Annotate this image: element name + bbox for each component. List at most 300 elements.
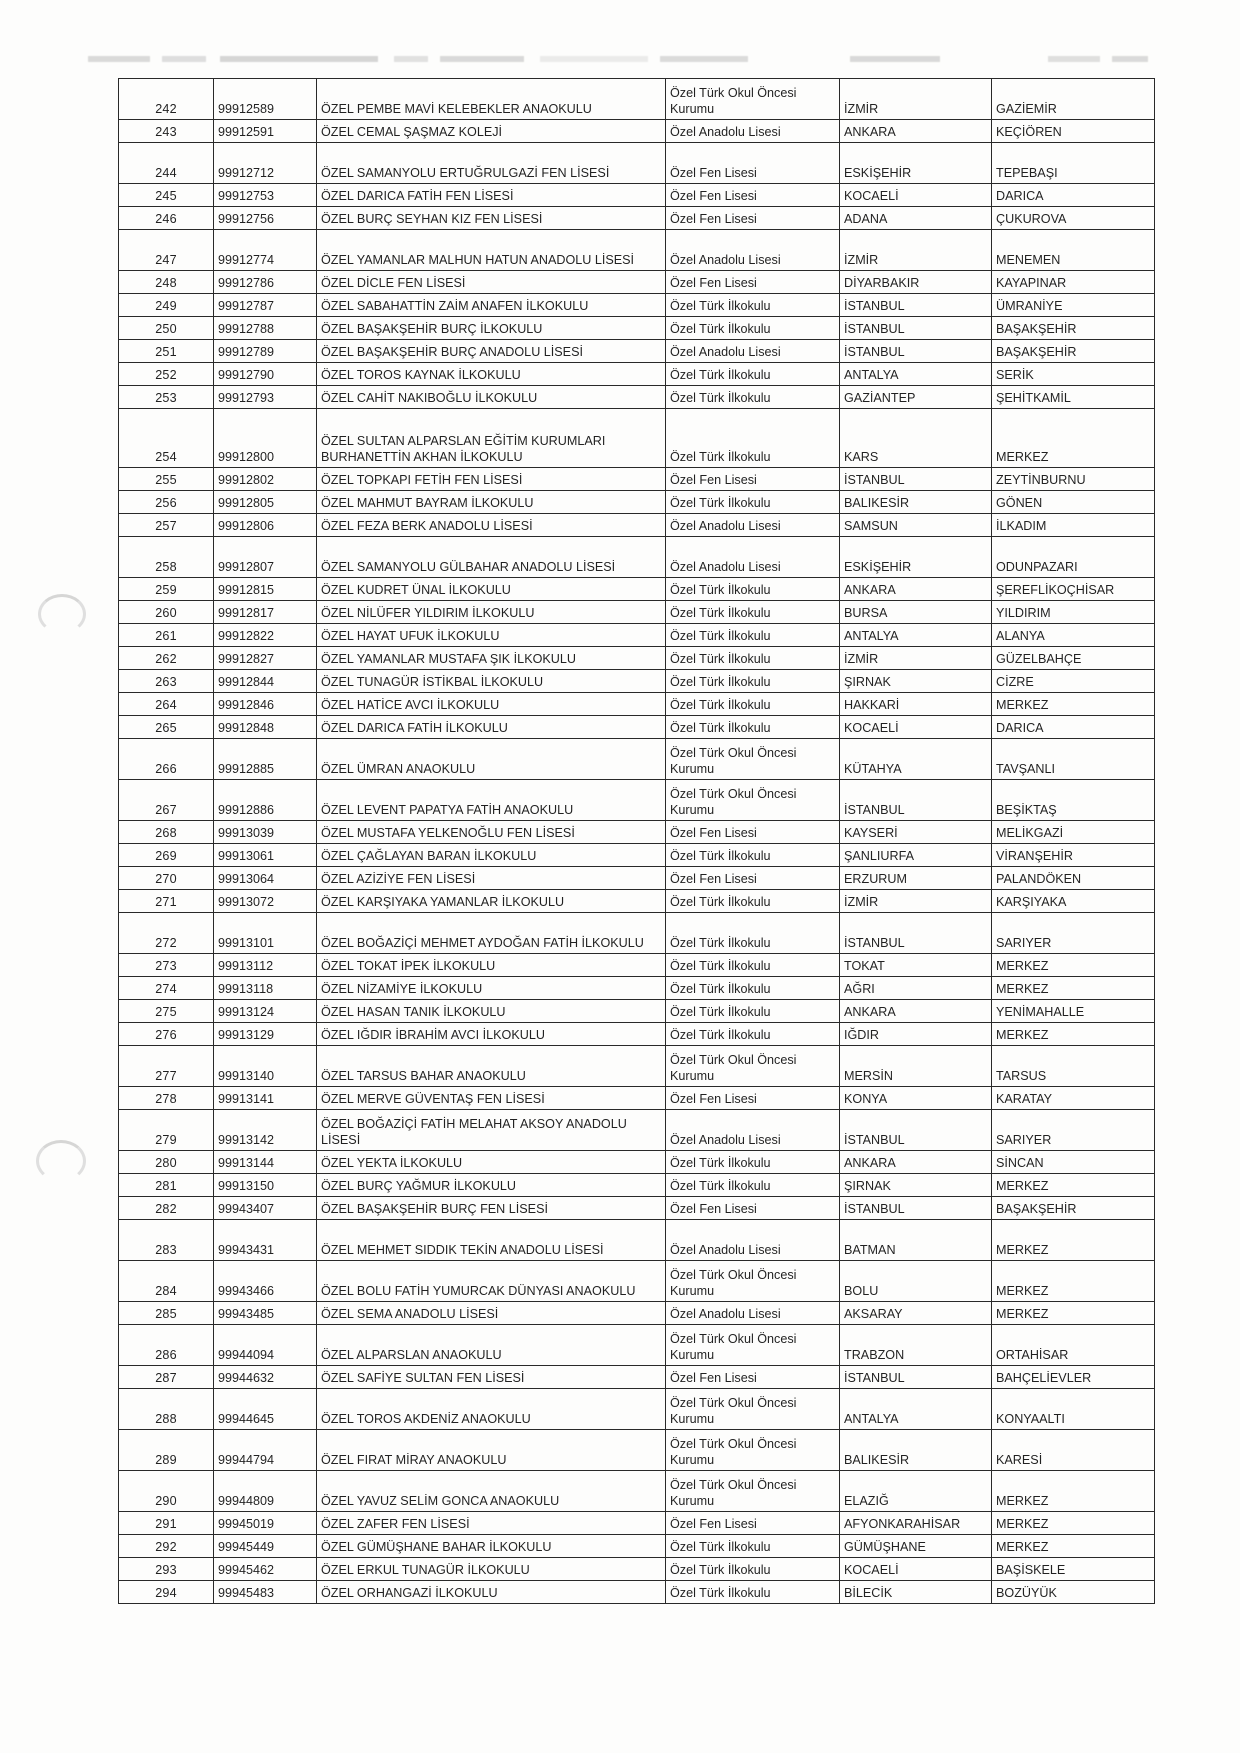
cell-kurum-adi: ÖZEL KUDRET ÜNAL İLKOKULU: [317, 578, 666, 601]
cell-sira-no: 248: [119, 271, 214, 294]
cell-sira-no: 267: [119, 780, 214, 821]
cell-kurum-kodu: 99912786: [214, 271, 317, 294]
cell-ilce: ŞEREFLİKOÇHİSAR: [992, 578, 1155, 601]
cell-il: DİYARBAKIR: [840, 271, 992, 294]
cell-ilce: SERİK: [992, 363, 1155, 386]
cell-ilce: ALANYA: [992, 624, 1155, 647]
cell-kurum-kodu: 99913141: [214, 1087, 317, 1110]
cell-ilce: BAHÇELİEVLER: [992, 1366, 1155, 1389]
cell-kurum-adi: ÖZEL TOKAT İPEK İLKOKULU: [317, 954, 666, 977]
cell-kurum-turu: Özel Türk İlkokulu: [666, 409, 840, 468]
cell-kurum-kodu: 99912712: [214, 143, 317, 184]
table-row: [119, 537, 1155, 578]
cell-kurum-kodu: 99913140: [214, 1046, 317, 1087]
cell-kurum-turu: Özel Türk Okul Öncesi Kurumu: [666, 1430, 840, 1471]
cell-ilce: MERKEZ: [992, 1302, 1155, 1325]
cell-sira-no: 258: [119, 537, 214, 578]
cell-kurum-kodu: 99944632: [214, 1366, 317, 1389]
table-row: [119, 1174, 1155, 1197]
cell-kurum-kodu: 99912885: [214, 739, 317, 780]
cell-sira-no: 289: [119, 1430, 214, 1471]
cell-kurum-kodu: 99913144: [214, 1151, 317, 1174]
cell-ilce: YENİMAHALLE: [992, 1000, 1155, 1023]
table-row: [119, 890, 1155, 913]
cell-kurum-kodu: 99943466: [214, 1261, 317, 1302]
cell-il: İSTANBUL: [840, 340, 992, 363]
cell-kurum-turu: Özel Türk İlkokulu: [666, 1174, 840, 1197]
cell-kurum-adi: ÖZEL ORHANGAZİ İLKOKULU: [317, 1581, 666, 1604]
cell-il: ANKARA: [840, 1000, 992, 1023]
table-row: [119, 340, 1155, 363]
cell-kurum-turu: Özel Fen Lisesi: [666, 1087, 840, 1110]
cell-kurum-turu: Özel Fen Lisesi: [666, 143, 840, 184]
cell-sira-no: 285: [119, 1302, 214, 1325]
cell-sira-no: 288: [119, 1389, 214, 1430]
cell-sira-no: 256: [119, 491, 214, 514]
cell-il: KÜTAHYA: [840, 739, 992, 780]
cell-kurum-adi: ÖZEL YAMANLAR MALHUN HATUN ANADOLU LİSESİ: [317, 230, 666, 271]
cell-il: BURSA: [840, 601, 992, 624]
cell-kurum-adi: ÖZEL TOROS AKDENİZ ANAOKULU: [317, 1389, 666, 1430]
cell-il: İSTANBUL: [840, 913, 992, 954]
cell-kurum-adi: ÖZEL BOĞAZİÇİ FATİH MELAHAT AKSOY ANADOLU LİSESİ: [317, 1110, 666, 1151]
cell-il: ELAZIĞ: [840, 1471, 992, 1512]
cell-sira-no: 276: [119, 1023, 214, 1046]
table-row: [119, 1325, 1155, 1366]
cell-sira-no: 252: [119, 363, 214, 386]
cell-kurum-turu: Özel Türk İlkokulu: [666, 670, 840, 693]
cell-ilce: TARSUS: [992, 1046, 1155, 1087]
cell-kurum-turu: Özel Fen Lisesi: [666, 1366, 840, 1389]
cell-ilce: KAYAPINAR: [992, 271, 1155, 294]
table-row: [119, 184, 1155, 207]
cell-kurum-adi: ÖZEL ÜMRAN ANAOKULU: [317, 739, 666, 780]
table-row: [119, 207, 1155, 230]
cell-il: SAMSUN: [840, 514, 992, 537]
cell-sira-no: 253: [119, 386, 214, 409]
cell-sira-no: 272: [119, 913, 214, 954]
cell-il: AĞRI: [840, 977, 992, 1000]
cell-kurum-turu: Özel Türk İlkokulu: [666, 716, 840, 739]
cell-il: AKSARAY: [840, 1302, 992, 1325]
cell-kurum-turu: Özel Anadolu Lisesi: [666, 120, 840, 143]
table-row: [119, 1512, 1155, 1535]
cell-il: HAKKARİ: [840, 693, 992, 716]
cell-kurum-adi: ÖZEL BAŞAKŞEHİR BURÇ ANADOLU LİSESİ: [317, 340, 666, 363]
cell-kurum-turu: Özel Fen Lisesi: [666, 867, 840, 890]
cell-kurum-kodu: 99945449: [214, 1535, 317, 1558]
table-row: [119, 514, 1155, 537]
cell-sira-no: 266: [119, 739, 214, 780]
cell-ilce: DARICA: [992, 716, 1155, 739]
cell-kurum-adi: ÖZEL CAHİT NAKIBOĞLU İLKOKULU: [317, 386, 666, 409]
cell-sira-no: 243: [119, 120, 214, 143]
cell-kurum-adi: ÖZEL MAHMUT BAYRAM İLKOKULU: [317, 491, 666, 514]
cell-kurum-kodu: 99944645: [214, 1389, 317, 1430]
cell-kurum-turu: Özel Türk İlkokulu: [666, 317, 840, 340]
cell-ilce: BAŞİSKELE: [992, 1558, 1155, 1581]
cell-il: KARS: [840, 409, 992, 468]
cell-kurum-kodu: 99912844: [214, 670, 317, 693]
cell-kurum-kodu: 99912822: [214, 624, 317, 647]
cell-il: ANTALYA: [840, 624, 992, 647]
cell-kurum-adi: ÖZEL YAMANLAR MUSTAFA ŞIK İLKOKULU: [317, 647, 666, 670]
cell-kurum-turu: Özel Türk İlkokulu: [666, 1581, 840, 1604]
table-row: [119, 693, 1155, 716]
cell-kurum-adi: ÖZEL SEMA ANADOLU LİSESİ: [317, 1302, 666, 1325]
cell-kurum-turu: Özel Türk İlkokulu: [666, 624, 840, 647]
cell-il: KOCAELİ: [840, 184, 992, 207]
cell-il: KAYSERİ: [840, 821, 992, 844]
cell-ilce: MERKEZ: [992, 1174, 1155, 1197]
cell-ilce: YILDIRIM: [992, 601, 1155, 624]
table-row: [119, 1366, 1155, 1389]
cell-kurum-kodu: 99913142: [214, 1110, 317, 1151]
cell-kurum-turu: Özel Türk İlkokulu: [666, 647, 840, 670]
cell-kurum-kodu: 99912846: [214, 693, 317, 716]
cell-kurum-kodu: 99912589: [214, 79, 317, 120]
cell-ilce: KARESİ: [992, 1430, 1155, 1471]
cell-kurum-turu: Özel Türk İlkokulu: [666, 977, 840, 1000]
cell-sira-no: 242: [119, 79, 214, 120]
table-row: [119, 120, 1155, 143]
cell-sira-no: 244: [119, 143, 214, 184]
cell-kurum-turu: Özel Anadolu Lisesi: [666, 340, 840, 363]
cell-ilce: MENEMEN: [992, 230, 1155, 271]
cell-kurum-turu: Özel Türk Okul Öncesi Kurumu: [666, 780, 840, 821]
cell-ilce: MERKEZ: [992, 1535, 1155, 1558]
cell-kurum-turu: Özel Türk İlkokulu: [666, 601, 840, 624]
table-row: [119, 1581, 1155, 1604]
cell-il: BOLU: [840, 1261, 992, 1302]
cell-kurum-kodu: 99913150: [214, 1174, 317, 1197]
cell-kurum-adi: ÖZEL IĞDIR İBRAHİM AVCI İLKOKULU: [317, 1023, 666, 1046]
cell-il: ŞIRNAK: [840, 670, 992, 693]
cell-kurum-adi: ÖZEL BAŞAKŞEHİR BURÇ İLKOKULU: [317, 317, 666, 340]
cell-ilce: MERKEZ: [992, 409, 1155, 468]
cell-il: ŞIRNAK: [840, 1174, 992, 1197]
cell-kurum-adi: ÖZEL ERKUL TUNAGÜR İLKOKULU: [317, 1558, 666, 1581]
cell-kurum-turu: Özel Türk Okul Öncesi Kurumu: [666, 739, 840, 780]
cell-kurum-kodu: 99912806: [214, 514, 317, 537]
table-row: [119, 1110, 1155, 1151]
cell-sira-no: 251: [119, 340, 214, 363]
cell-ilce: BOZÜYÜK: [992, 1581, 1155, 1604]
table-row: [119, 1558, 1155, 1581]
cell-kurum-adi: ÖZEL TOROS KAYNAK İLKOKULU: [317, 363, 666, 386]
cell-kurum-adi: ÖZEL PEMBE MAVİ KELEBEKLER ANAOKULU: [317, 79, 666, 120]
cell-il: ESKİŞEHİR: [840, 143, 992, 184]
cell-kurum-turu: Özel Anadolu Lisesi: [666, 1220, 840, 1261]
cell-kurum-kodu: 99912753: [214, 184, 317, 207]
cell-sira-no: 247: [119, 230, 214, 271]
cell-il: İSTANBUL: [840, 1110, 992, 1151]
cell-sira-no: 262: [119, 647, 214, 670]
cell-kurum-turu: Özel Türk İlkokulu: [666, 491, 840, 514]
table-row: [119, 79, 1155, 120]
table-row: [119, 491, 1155, 514]
cell-kurum-turu: Özel Türk İlkokulu: [666, 363, 840, 386]
cell-kurum-kodu: 99912827: [214, 647, 317, 670]
cell-il: BİLECİK: [840, 1581, 992, 1604]
cell-ilce: KEÇİÖREN: [992, 120, 1155, 143]
table-row: [119, 1430, 1155, 1471]
cell-kurum-kodu: 99912802: [214, 468, 317, 491]
cell-ilce: MERKEZ: [992, 977, 1155, 1000]
cell-il: GAZİANTEP: [840, 386, 992, 409]
cell-il: ŞANLIURFA: [840, 844, 992, 867]
scan-artifact-top-strip: [88, 56, 1148, 62]
cell-sira-no: 269: [119, 844, 214, 867]
table-row: [119, 844, 1155, 867]
cell-ilce: SİNCAN: [992, 1151, 1155, 1174]
table-row: [119, 143, 1155, 184]
cell-kurum-kodu: 99912800: [214, 409, 317, 468]
table-row: [119, 1151, 1155, 1174]
cell-sira-no: 280: [119, 1151, 214, 1174]
cell-il: BALIKESİR: [840, 1430, 992, 1471]
cell-kurum-turu: Özel Türk Okul Öncesi Kurumu: [666, 1471, 840, 1512]
institution-registry-table: [118, 78, 1155, 1604]
table-row: [119, 1220, 1155, 1261]
cell-kurum-turu: Özel Fen Lisesi: [666, 184, 840, 207]
cell-kurum-kodu: 99913129: [214, 1023, 317, 1046]
cell-il: BATMAN: [840, 1220, 992, 1261]
table-row: [119, 977, 1155, 1000]
cell-ilce: MERKEZ: [992, 693, 1155, 716]
cell-ilce: ÜMRANİYE: [992, 294, 1155, 317]
table-row: [119, 1197, 1155, 1220]
table-row: [119, 363, 1155, 386]
cell-ilce: MELİKGAZİ: [992, 821, 1155, 844]
cell-sira-no: 282: [119, 1197, 214, 1220]
cell-kurum-adi: ÖZEL YAVUZ SELİM GONCA ANAOKULU: [317, 1471, 666, 1512]
cell-kurum-adi: ÖZEL SULTAN ALPARSLAN EĞİTİM KURUMLARI BURHANETTİN AKHAN İLKOKULU: [317, 409, 666, 468]
cell-kurum-kodu: 99912886: [214, 780, 317, 821]
cell-kurum-adi: ÖZEL FEZA BERK ANADOLU LİSESİ: [317, 514, 666, 537]
cell-ilce: GÜZELBAHÇE: [992, 647, 1155, 670]
cell-kurum-kodu: 99913061: [214, 844, 317, 867]
cell-sira-no: 274: [119, 977, 214, 1000]
table-row: [119, 294, 1155, 317]
cell-il: İZMİR: [840, 230, 992, 271]
cell-il: BALIKESİR: [840, 491, 992, 514]
cell-ilce: BAŞAKŞEHİR: [992, 1197, 1155, 1220]
cell-kurum-turu: Özel Türk İlkokulu: [666, 693, 840, 716]
cell-kurum-adi: ÖZEL BAŞAKŞEHİR BURÇ FEN LİSESİ: [317, 1197, 666, 1220]
table-row: [119, 1046, 1155, 1087]
cell-ilce: BEŞİKTAŞ: [992, 780, 1155, 821]
cell-kurum-turu: Özel Anadolu Lisesi: [666, 514, 840, 537]
cell-il: MERSİN: [840, 1046, 992, 1087]
cell-ilce: SARIYER: [992, 913, 1155, 954]
cell-kurum-adi: ÖZEL HATİCE AVCI İLKOKULU: [317, 693, 666, 716]
cell-kurum-turu: Özel Anadolu Lisesi: [666, 537, 840, 578]
cell-ilce: TEPEBAŞI: [992, 143, 1155, 184]
cell-ilce: MERKEZ: [992, 1261, 1155, 1302]
cell-kurum-kodu: 99945483: [214, 1581, 317, 1604]
cell-kurum-turu: Özel Türk İlkokulu: [666, 954, 840, 977]
cell-il: AFYONKARAHİSAR: [840, 1512, 992, 1535]
table-row: [119, 601, 1155, 624]
cell-sira-no: 264: [119, 693, 214, 716]
cell-ilce: ÇUKUROVA: [992, 207, 1155, 230]
cell-sira-no: 261: [119, 624, 214, 647]
cell-kurum-adi: ÖZEL HAYAT UFUK İLKOKULU: [317, 624, 666, 647]
cell-il: İSTANBUL: [840, 294, 992, 317]
cell-kurum-kodu: 99912787: [214, 294, 317, 317]
cell-sira-no: 292: [119, 1535, 214, 1558]
cell-kurum-kodu: 99912805: [214, 491, 317, 514]
cell-sira-no: 277: [119, 1046, 214, 1087]
cell-kurum-adi: ÖZEL NİZAMİYE İLKOKULU: [317, 977, 666, 1000]
table-row: [119, 954, 1155, 977]
institution-registry-table-wrapper: [118, 78, 1115, 1604]
cell-kurum-adi: ÖZEL AZİZİYE FEN LİSESİ: [317, 867, 666, 890]
cell-il: ANKARA: [840, 1151, 992, 1174]
cell-sira-no: 259: [119, 578, 214, 601]
cell-kurum-adi: ÖZEL TOPKAPI FETİH FEN LİSESİ: [317, 468, 666, 491]
cell-il: İSTANBUL: [840, 1366, 992, 1389]
table-row: [119, 271, 1155, 294]
cell-kurum-adi: ÖZEL SABAHATTİN ZAİM ANAFEN İLKOKULU: [317, 294, 666, 317]
table-row: [119, 1023, 1155, 1046]
table-row: [119, 1535, 1155, 1558]
cell-sira-no: 294: [119, 1581, 214, 1604]
cell-kurum-turu: Özel Türk İlkokulu: [666, 913, 840, 954]
cell-ilce: KONYAALTI: [992, 1389, 1155, 1430]
cell-sira-no: 290: [119, 1471, 214, 1512]
cell-sira-no: 286: [119, 1325, 214, 1366]
cell-kurum-adi: ÖZEL YEKTA İLKOKULU: [317, 1151, 666, 1174]
cell-ilce: MERKEZ: [992, 954, 1155, 977]
cell-kurum-adi: ÖZEL BOĞAZİÇİ MEHMET AYDOĞAN FATİH İLKOKULU: [317, 913, 666, 954]
cell-kurum-turu: Özel Anadolu Lisesi: [666, 1110, 840, 1151]
cell-kurum-turu: Özel Türk İlkokulu: [666, 1151, 840, 1174]
cell-kurum-kodu: 99913064: [214, 867, 317, 890]
cell-ilce: BAŞAKŞEHİR: [992, 317, 1155, 340]
cell-kurum-adi: ÖZEL CEMAL ŞAŞMAZ KOLEJİ: [317, 120, 666, 143]
cell-il: ESKİŞEHİR: [840, 537, 992, 578]
cell-ilce: MERKEZ: [992, 1023, 1155, 1046]
cell-sira-no: 257: [119, 514, 214, 537]
table-row: [119, 1261, 1155, 1302]
cell-sira-no: 260: [119, 601, 214, 624]
cell-il: ANKARA: [840, 578, 992, 601]
cell-il: KOCAELİ: [840, 716, 992, 739]
cell-sira-no: 245: [119, 184, 214, 207]
cell-sira-no: 254: [119, 409, 214, 468]
cell-kurum-adi: ÖZEL HASAN TANIK İLKOKULU: [317, 1000, 666, 1023]
cell-kurum-turu: Özel Anadolu Lisesi: [666, 1302, 840, 1325]
cell-il: İSTANBUL: [840, 1197, 992, 1220]
cell-il: KONYA: [840, 1087, 992, 1110]
cell-il: İZMİR: [840, 647, 992, 670]
cell-il: IĞDIR: [840, 1023, 992, 1046]
cell-kurum-adi: ÖZEL DARICA FATİH İLKOKULU: [317, 716, 666, 739]
cell-ilce: ŞEHİTKAMİL: [992, 386, 1155, 409]
cell-kurum-adi: ÖZEL BOLU FATİH YUMURCAK DÜNYASI ANAOKULU: [317, 1261, 666, 1302]
table-row: [119, 1087, 1155, 1110]
cell-ilce: TAVŞANLI: [992, 739, 1155, 780]
cell-kurum-turu: Özel Türk Okul Öncesi Kurumu: [666, 1046, 840, 1087]
table-row: [119, 821, 1155, 844]
cell-kurum-turu: Özel Fen Lisesi: [666, 271, 840, 294]
cell-il: TRABZON: [840, 1325, 992, 1366]
cell-il: İSTANBUL: [840, 780, 992, 821]
cell-kurum-adi: ÖZEL DARICA FATİH FEN LİSESİ: [317, 184, 666, 207]
cell-sira-no: 250: [119, 317, 214, 340]
cell-il: İZMİR: [840, 890, 992, 913]
cell-kurum-adi: ÖZEL TUNAGÜR İSTİKBAL İLKOKULU: [317, 670, 666, 693]
cell-sira-no: 271: [119, 890, 214, 913]
cell-sira-no: 246: [119, 207, 214, 230]
cell-kurum-adi: ÖZEL SAMANYOLU GÜLBAHAR ANADOLU LİSESİ: [317, 537, 666, 578]
table-row: [119, 780, 1155, 821]
cell-kurum-turu: Özel Fen Lisesi: [666, 1512, 840, 1535]
cell-ilce: KARŞIYAKA: [992, 890, 1155, 913]
cell-kurum-turu: Özel Türk İlkokulu: [666, 890, 840, 913]
cell-ilce: ODUNPAZARI: [992, 537, 1155, 578]
cell-kurum-kodu: 99944809: [214, 1471, 317, 1512]
cell-kurum-adi: ÖZEL MERVE GÜVENTAŞ FEN LİSESİ: [317, 1087, 666, 1110]
cell-kurum-turu: Özel Türk Okul Öncesi Kurumu: [666, 1389, 840, 1430]
cell-kurum-adi: ÖZEL MUSTAFA YELKENOĞLU FEN LİSESİ: [317, 821, 666, 844]
cell-kurum-adi: ÖZEL BURÇ SEYHAN KIZ FEN LİSESİ: [317, 207, 666, 230]
cell-kurum-turu: Özel Türk İlkokulu: [666, 1535, 840, 1558]
cell-kurum-turu: Özel Fen Lisesi: [666, 821, 840, 844]
cell-sira-no: 287: [119, 1366, 214, 1389]
table-row: [119, 624, 1155, 647]
cell-il: KOCAELİ: [840, 1558, 992, 1581]
table-row: [119, 1471, 1155, 1512]
cell-kurum-kodu: 99912756: [214, 207, 317, 230]
cell-kurum-kodu: 99912788: [214, 317, 317, 340]
cell-sira-no: 291: [119, 1512, 214, 1535]
cell-kurum-kodu: 99943407: [214, 1197, 317, 1220]
cell-kurum-turu: Özel Türk İlkokulu: [666, 294, 840, 317]
cell-kurum-kodu: 99943485: [214, 1302, 317, 1325]
scan-artifact-arc-lower: [36, 1140, 86, 1182]
cell-ilce: MERKEZ: [992, 1512, 1155, 1535]
cell-kurum-turu: Özel Fen Lisesi: [666, 207, 840, 230]
cell-ilce: GÖNEN: [992, 491, 1155, 514]
cell-ilce: KARATAY: [992, 1087, 1155, 1110]
table-row: [119, 317, 1155, 340]
cell-il: İSTANBUL: [840, 317, 992, 340]
cell-kurum-turu: Özel Türk İlkokulu: [666, 1023, 840, 1046]
cell-kurum-kodu: 99913039: [214, 821, 317, 844]
cell-ilce: ZEYTİNBURNU: [992, 468, 1155, 491]
cell-kurum-kodu: 99912793: [214, 386, 317, 409]
cell-il: ANKARA: [840, 120, 992, 143]
cell-kurum-kodu: 99912774: [214, 230, 317, 271]
cell-kurum-adi: ÖZEL SAFİYE SULTAN FEN LİSESİ: [317, 1366, 666, 1389]
cell-kurum-turu: Özel Türk İlkokulu: [666, 844, 840, 867]
cell-il: ERZURUM: [840, 867, 992, 890]
cell-kurum-adi: ÖZEL GÜMÜŞHANE BAHAR İLKOKULU: [317, 1535, 666, 1558]
cell-kurum-adi: ÖZEL BURÇ YAĞMUR İLKOKULU: [317, 1174, 666, 1197]
cell-ilce: İLKADIM: [992, 514, 1155, 537]
table-row: [119, 647, 1155, 670]
cell-kurum-kodu: 99913072: [214, 890, 317, 913]
table-row: [119, 1389, 1155, 1430]
cell-kurum-turu: Özel Türk İlkokulu: [666, 1558, 840, 1581]
cell-sira-no: 249: [119, 294, 214, 317]
cell-sira-no: 268: [119, 821, 214, 844]
cell-kurum-turu: Özel Türk İlkokulu: [666, 386, 840, 409]
table-row: [119, 409, 1155, 468]
